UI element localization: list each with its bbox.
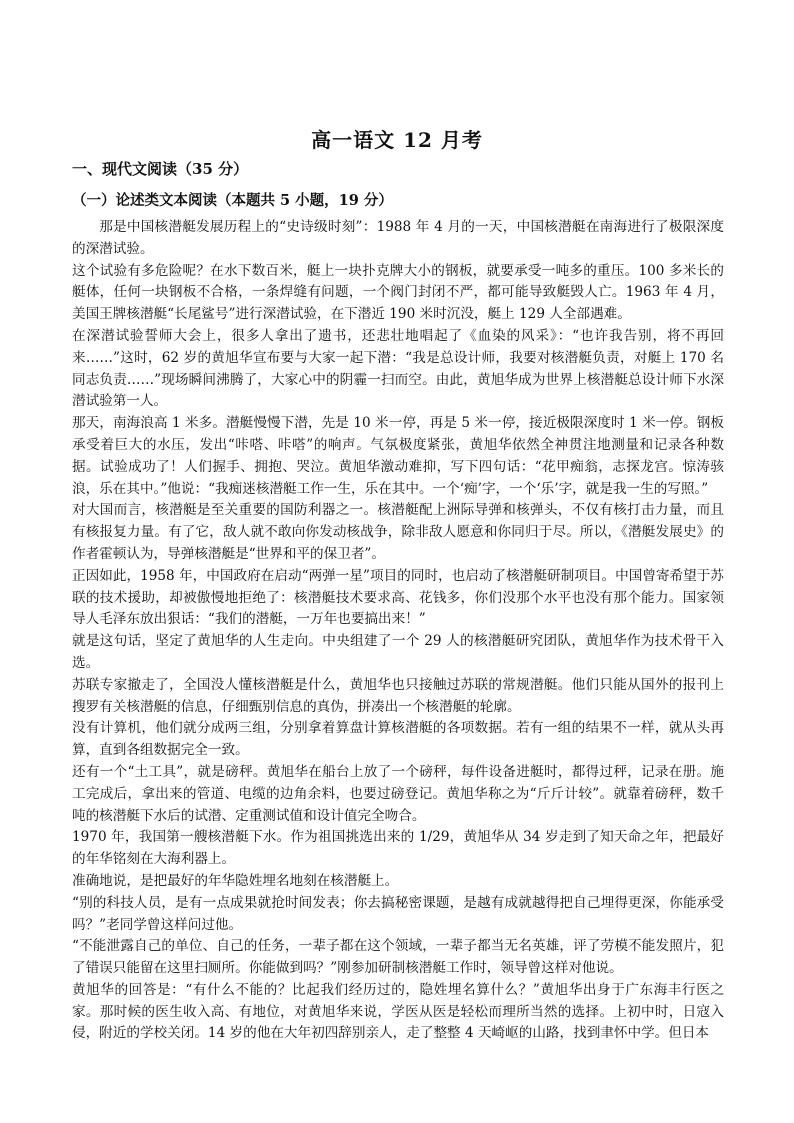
paragraph: 准确地说，是把最好的年华隐姓埋名地刻在核潜艇上。 xyxy=(72,872,399,889)
paragraph: 那是中国核潜艇发展历程上的“史诗级时刻”：1988 年 4 月的一天，中国核潜艇在南海进行了极限深度的深潜试验。 xyxy=(72,219,724,257)
paragraph: 正因如此，1958 年，中国政府在启动“两弹一星”项目的同时，也启动了核潜艇研制项目。中国曾寄希望于苏联的技术援助，却被傲慢地拒绝了：核潜艇技术要求高、花钱多，你们没那个水平也没有那个能力。国家领导人毛泽东放出狠话：“我们的潜艇，一万年也要搞出来！” xyxy=(72,567,724,628)
section-heading: 一、现代文阅读（35 分） xyxy=(72,160,249,178)
paragraph: 就是这句话，坚定了黄旭华的人生走向。中央组建了一个 29 人的核潜艇研究团队，黄旭华作为技术骨干入选。 xyxy=(72,633,724,671)
article-body xyxy=(72,217,724,1045)
subsection-heading: （一）论述类文本阅读（本题共 5 小题，19 分） xyxy=(72,192,393,209)
paragraph: 那天，南海浪高 1 米多。潜艇慢慢下潜，先是 10 米一停，再是 5 米一停，接近极限深度时 1 米一停。钢板承受着巨大的水压，发出“咔嗒、咔嗒”的响声。气氛极度紧张，黄旭华依然全神贯注地测量和记录各种数据。试验成功了！人们握手、拥抱、哭泣。黄旭华激动难抑，写下四句话：“花甲痴翁，志探龙宫。惊涛骇浪，乐在其中。”他说：“我痴迷核潜艇工作一生，乐在其中。一个‘痴’字，一个‘乐’字，就是我一生的写照。” xyxy=(72,415,724,497)
paragraph: 在深潜试验誓师大会上，很多人拿出了遗书，还悲壮地唱起了《血染的风采》：“也许我告别，将不再回来……”这时，62 岁的黄旭华宣布要与大家一起下潜：“我是总设计师，我要对核潜艇负责，对艇上 170 名同志负责……”现场瞬间沸腾了，大家心中的阴霾一扫而空。由此，黄旭华成为世界上核潜艇总设计师下水深潜试验第一人。 xyxy=(72,327,724,410)
paragraph: 苏联专家撤走了，全国没人懂核潜艇是什么，黄旭华也只接触过苏联的常规潜艇。他们只能从国外的报刊上搜罗有关核潜艇的信息，仔细甄别信息的真伪，拼凑出一个核潜艇的轮廓。 xyxy=(72,676,724,715)
paragraph: 黄旭华的回答是：“有什么不能的？比起我们经历过的，隐姓埋名算什么？”黄旭华出身于广东海丰行医之家。那时候的医生收入高、有地位，对黄旭华来说，学医从医是轻松而理所当然的选择。上初中时，日寇入侵，附近的学校关闭。14 岁的他在大年初四辞别亲人，走了整整 4 天崎岖的山路，找到聿怀中学。但日本 xyxy=(72,981,724,1042)
paragraph: 还有一个“土工具”，就是磅秤。黄旭华在船台上放了一个磅秤，每件设备进艇时，都得过秤，记录在册。施工完成后，拿出来的管道、电缆的边角余料，也要过磅登记。黄旭华称之为“斤斤计较”。就靠着磅秤，数千吨的核潜艇下水后的试潜、定重测试值和设计值完全吻合。 xyxy=(72,763,724,824)
paragraph: 这个试验有多危险呢？在水下数百米，艇上一块扑克牌大小的钢板，就要承受一吨多的重压。100 多米长的艇体，任何一块钢板不合格，一条焊缝有问题，一个阀门封闭不严，都可能导致艇毁人亡。1963 年 4 月，美国王牌核潜艇“长尾鲨号”进行深潜试验，在下潜近 190 米时沉没，艇上 129 人全部遇难。 xyxy=(72,262,724,323)
paragraph: “不能泄露自己的单位、自己的任务，一辈子都在这个领域，一辈子都当无名英雄，评了劳模不能发照片，犯了错误只能留在这里扫厕所。你能做到吗？”刚参加研制核潜艇工作时，领导曾这样对他说。 xyxy=(72,938,724,977)
page-title: 高一语文 12 月考 xyxy=(311,128,483,152)
paragraph: 对大国而言，核潜艇是至关重要的国防利器之一。核潜艇配上洲际导弹和核弹头，不仅有核打击力量，而且有核报复力量。有了它，敌人就不敢向你发动核战争，除非敌人愿意和你同归于尽。所以，《潜艇发展史》的作者霍顿认为，导弹核潜艇是“世界和平的保卫者”。 xyxy=(72,502,724,562)
paragraph: “别的科技人员，是有一点成果就抢时间发表；你去搞秘密课题，是越有成就越得把自己埋得更深，你能承受吗？”老同学曾这样问过他。 xyxy=(72,894,724,933)
paragraph: 1970 年，我国第一艘核潜艇下水。作为祖国挑选出来的 1/29，黄旭华从 34 岁走到了知天命之年，把最好的年华铭刻在大海利器上。 xyxy=(72,829,724,868)
paragraph: 没有计算机，他们就分成两三组，分别拿着算盘计算核潜艇的各项数据。若有一组的结果不一样，就从头再算，直到各组数据完全一致。 xyxy=(72,720,724,759)
